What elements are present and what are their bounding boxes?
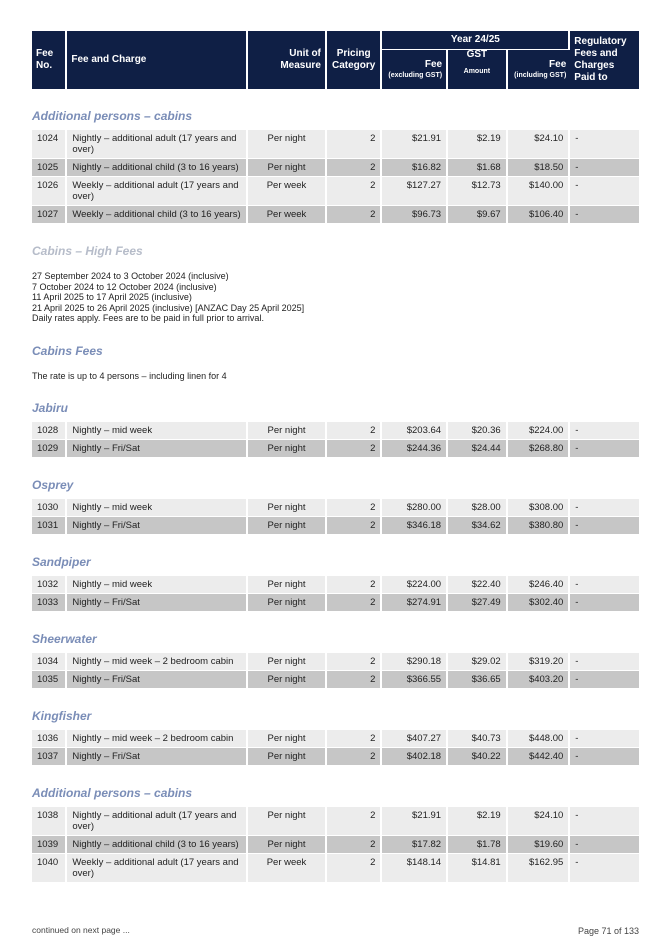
table-row [32, 177, 639, 206]
table-row [32, 594, 639, 612]
fee-excluding-gst-cell: $127.27 [382, 177, 448, 206]
header-gst-sub: Amount [463, 67, 491, 75]
regulatory-cell: - [570, 594, 639, 612]
table-row [32, 517, 639, 535]
section-note-row [32, 365, 639, 382]
fee-including-gst-cell: $24.10 [508, 130, 571, 159]
pricing-category-cell: 2 [327, 159, 383, 177]
pricing-category-cell: 2 [327, 594, 383, 612]
fee-description-cell: Nightly – additional child (3 to 16 years) [67, 159, 248, 177]
fee-number-cell: 1040 [32, 854, 67, 883]
table-row [32, 836, 639, 854]
fee-including-gst-cell: $442.40 [508, 748, 571, 766]
table-row [32, 807, 639, 836]
unit-of-measure-cell: Per week [248, 206, 327, 224]
pricing-category-cell: 2 [327, 177, 383, 206]
section-note-line: 21 April 2025 to 26 April 2025 (inclusive) [ANZAC Day 25 April 2025] [32, 303, 639, 314]
section-note-row [32, 292, 639, 303]
table-row [32, 206, 639, 224]
table-header [32, 31, 639, 89]
unit-of-measure-cell: Per night [248, 422, 327, 440]
unit-of-measure-cell: Per night [248, 499, 327, 517]
unit-of-measure-cell: Per night [248, 594, 327, 612]
fee-excluding-gst-cell: $16.82 [382, 159, 448, 177]
regulatory-cell: - [570, 130, 639, 159]
section-note-line: 11 April 2025 to 17 April 2025 (inclusive) [32, 292, 639, 303]
section-title: Cabins Fees [32, 324, 639, 365]
table-body [32, 89, 639, 883]
fee-including-gst-cell: $448.00 [508, 730, 571, 748]
fee-description-cell: Nightly – Fri/Sat [67, 748, 248, 766]
header-fee-ex-label: Fee [424, 58, 443, 70]
regulatory-cell: - [570, 159, 639, 177]
regulatory-cell: - [570, 206, 639, 224]
header-gst-label: GST [466, 48, 488, 60]
table-row [32, 159, 639, 177]
unit-of-measure-cell: Per night [248, 130, 327, 159]
pricing-category-cell: 2 [327, 206, 383, 224]
header-fee-inc-label: Fee [549, 58, 567, 70]
fees-table [32, 31, 639, 883]
section-heading-row [32, 89, 639, 130]
fee-number-cell: 1039 [32, 836, 67, 854]
table-row [32, 854, 639, 883]
section-note-row [32, 265, 639, 282]
fee-number-cell: 1035 [32, 671, 67, 689]
pricing-category-cell: 2 [327, 836, 383, 854]
fee-excluding-gst-cell: $148.14 [382, 854, 448, 883]
fee-number-cell: 1032 [32, 576, 67, 594]
fee-description-cell: Nightly – mid week [67, 499, 248, 517]
section-note-line: 27 September 2024 to 3 October 2024 (inclusive) [32, 265, 639, 282]
header-year: Year 24/25 [382, 31, 570, 50]
fee-description-cell: Nightly – Fri/Sat [67, 594, 248, 612]
section-title: Sandpiper [32, 535, 639, 576]
table-row [32, 440, 639, 458]
table-row [32, 730, 639, 748]
fee-number-cell: 1033 [32, 594, 67, 612]
continued-note: continued on next page ... [32, 925, 130, 935]
regulatory-cell: - [570, 854, 639, 883]
section-title: Additional persons – cabins [32, 766, 639, 807]
header-fee-excluding-gst [382, 50, 448, 89]
section-note-line: Daily rates apply. Fees are to be paid in full prior to arrival. [32, 313, 639, 324]
regulatory-cell: - [570, 177, 639, 206]
fee-number-cell: 1027 [32, 206, 67, 224]
section-heading-row [32, 612, 639, 653]
section-heading-row [32, 324, 639, 365]
header-gst-amount [448, 50, 508, 89]
section-heading-row [32, 766, 639, 807]
fee-number-cell: 1026 [32, 177, 67, 206]
regulatory-cell: - [570, 730, 639, 748]
fee-excluding-gst-cell: $17.82 [382, 836, 448, 854]
fee-number-cell: 1031 [32, 517, 67, 535]
pricing-category-cell: 2 [327, 854, 383, 883]
fee-number-cell: 1024 [32, 130, 67, 159]
gst-amount-cell: $36.65 [448, 671, 508, 689]
fee-including-gst-cell: $403.20 [508, 671, 571, 689]
fee-excluding-gst-cell: $366.55 [382, 671, 448, 689]
fee-description-cell: Nightly – Fri/Sat [67, 671, 248, 689]
section-title: Sheerwater [32, 612, 639, 653]
fee-excluding-gst-cell: $21.91 [382, 807, 448, 836]
section-title: Jabiru [32, 381, 639, 422]
gst-amount-cell: $2.19 [448, 807, 508, 836]
fee-description-cell: Nightly – Fri/Sat [67, 517, 248, 535]
header-fee-including-gst [508, 50, 571, 89]
section-heading-row [32, 381, 639, 422]
pricing-category-cell: 2 [327, 653, 383, 671]
unit-of-measure-cell: Per night [248, 517, 327, 535]
unit-of-measure-cell: Per night [248, 440, 327, 458]
table-row [32, 671, 639, 689]
section-title: Cabins – High Fees [32, 224, 639, 265]
gst-amount-cell: $14.81 [448, 854, 508, 883]
unit-of-measure-cell: Per night [248, 653, 327, 671]
unit-of-measure-cell: Per night [248, 576, 327, 594]
fee-number-cell: 1030 [32, 499, 67, 517]
fee-including-gst-cell: $302.40 [508, 594, 571, 612]
regulatory-cell: - [570, 653, 639, 671]
fee-description-cell: Weekly – additional adult (17 years and over) [67, 854, 248, 883]
pricing-category-cell: 2 [327, 130, 383, 159]
gst-amount-cell: $40.73 [448, 730, 508, 748]
fee-description-cell: Nightly – additional adult (17 years and over) [67, 130, 248, 159]
gst-amount-cell: $20.36 [448, 422, 508, 440]
pricing-category-cell: 2 [327, 576, 383, 594]
pricing-category-cell: 2 [327, 440, 383, 458]
gst-amount-cell: $2.19 [448, 130, 508, 159]
fee-description-cell: Nightly – additional adult (17 years and over) [67, 807, 248, 836]
fee-number-cell: 1034 [32, 653, 67, 671]
regulatory-cell: - [570, 807, 639, 836]
unit-of-measure-cell: Per week [248, 177, 327, 206]
pricing-category-cell: 2 [327, 730, 383, 748]
fee-including-gst-cell: $24.10 [508, 807, 571, 836]
fee-including-gst-cell: $106.40 [508, 206, 571, 224]
regulatory-cell: - [570, 671, 639, 689]
table-row [32, 130, 639, 159]
fee-description-cell: Weekly – additional child (3 to 16 years) [67, 206, 248, 224]
unit-of-measure-cell: Per night [248, 836, 327, 854]
fee-number-cell: 1038 [32, 807, 67, 836]
fee-number-cell: 1025 [32, 159, 67, 177]
table-row [32, 748, 639, 766]
fee-excluding-gst-cell: $402.18 [382, 748, 448, 766]
fee-including-gst-cell: $224.00 [508, 422, 571, 440]
fee-excluding-gst-cell: $21.91 [382, 130, 448, 159]
table-row [32, 422, 639, 440]
fee-number-cell: 1037 [32, 748, 67, 766]
fee-description-cell: Nightly – mid week – 2 bedroom cabin [67, 653, 248, 671]
section-note-line: 7 October 2024 to 12 October 2024 (inclusive) [32, 282, 639, 293]
page-number: Page 71 of 133 [577, 926, 639, 936]
unit-of-measure-cell: Per night [248, 671, 327, 689]
section-heading-row [32, 689, 639, 730]
pricing-category-cell: 2 [327, 748, 383, 766]
fee-number-cell: 1028 [32, 422, 67, 440]
gst-amount-cell: $1.68 [448, 159, 508, 177]
fee-excluding-gst-cell: $203.64 [382, 422, 448, 440]
fee-description-cell: Nightly – Fri/Sat [67, 440, 248, 458]
fee-number-cell: 1036 [32, 730, 67, 748]
section-title: Additional persons – cabins [32, 89, 639, 130]
gst-amount-cell: $29.02 [448, 653, 508, 671]
section-heading-row [32, 535, 639, 576]
header-fee-inc-sub: (including GST) [514, 71, 567, 79]
header-regulatory: Regulatory Fees and Charges Paid to [570, 31, 639, 89]
fee-including-gst-cell: $140.00 [508, 177, 571, 206]
gst-amount-cell: $12.73 [448, 177, 508, 206]
unit-of-measure-cell: Per night [248, 748, 327, 766]
fee-description-cell: Weekly – additional adult (17 years and over) [67, 177, 248, 206]
header-fee-ex-sub: (excluding GST) [388, 71, 443, 79]
section-note-row [32, 303, 639, 314]
fee-excluding-gst-cell: $280.00 [382, 499, 448, 517]
fee-including-gst-cell: $246.40 [508, 576, 571, 594]
fee-including-gst-cell: $268.80 [508, 440, 571, 458]
pricing-category-cell: 2 [327, 422, 383, 440]
fee-excluding-gst-cell: $244.36 [382, 440, 448, 458]
fee-description-cell: Nightly – mid week [67, 422, 248, 440]
pricing-category-cell: 2 [327, 671, 383, 689]
fee-number-cell: 1029 [32, 440, 67, 458]
section-note-row [32, 282, 639, 293]
fee-excluding-gst-cell: $224.00 [382, 576, 448, 594]
regulatory-cell: - [570, 499, 639, 517]
section-note-row [32, 313, 639, 324]
fee-including-gst-cell: $19.60 [508, 836, 571, 854]
unit-of-measure-cell: Per week [248, 854, 327, 883]
unit-of-measure-cell: Per night [248, 807, 327, 836]
gst-amount-cell: $9.67 [448, 206, 508, 224]
fee-description-cell: Nightly – additional child (3 to 16 years) [67, 836, 248, 854]
fee-description-cell: Nightly – mid week [67, 576, 248, 594]
regulatory-cell: - [570, 422, 639, 440]
regulatory-cell: - [570, 748, 639, 766]
regulatory-cell: - [570, 440, 639, 458]
fee-excluding-gst-cell: $346.18 [382, 517, 448, 535]
fee-including-gst-cell: $308.00 [508, 499, 571, 517]
table-row [32, 653, 639, 671]
fee-including-gst-cell: $319.20 [508, 653, 571, 671]
gst-amount-cell: $1.78 [448, 836, 508, 854]
fee-excluding-gst-cell: $407.27 [382, 730, 448, 748]
pricing-category-cell: 2 [327, 807, 383, 836]
fee-excluding-gst-cell: $290.18 [382, 653, 448, 671]
gst-amount-cell: $34.62 [448, 517, 508, 535]
unit-of-measure-cell: Per night [248, 159, 327, 177]
fee-including-gst-cell: $18.50 [508, 159, 571, 177]
table-row [32, 576, 639, 594]
regulatory-cell: - [570, 836, 639, 854]
pricing-category-cell: 2 [327, 517, 383, 535]
section-title: Osprey [32, 458, 639, 499]
fee-including-gst-cell: $162.95 [508, 854, 571, 883]
fee-excluding-gst-cell: $96.73 [382, 206, 448, 224]
unit-of-measure-cell: Per night [248, 730, 327, 748]
regulatory-cell: - [570, 576, 639, 594]
gst-amount-cell: $24.44 [448, 440, 508, 458]
gst-amount-cell: $22.40 [448, 576, 508, 594]
header-fee-no: Fee No. [32, 31, 67, 89]
section-note-line: The rate is up to 4 persons – including linen for 4 [32, 365, 639, 382]
pricing-category-cell: 2 [327, 499, 383, 517]
fee-description-cell: Nightly – mid week – 2 bedroom cabin [67, 730, 248, 748]
gst-amount-cell: $27.49 [448, 594, 508, 612]
section-heading-row [32, 224, 639, 265]
header-fee-and-charge: Fee and Charge [67, 31, 248, 89]
section-heading-row [32, 458, 639, 499]
section-title: Kingfisher [32, 689, 639, 730]
fee-including-gst-cell: $380.80 [508, 517, 571, 535]
regulatory-cell: - [570, 517, 639, 535]
gst-amount-cell: $40.22 [448, 748, 508, 766]
fee-excluding-gst-cell: $274.91 [382, 594, 448, 612]
header-pricing-category: Pricing Category [327, 31, 383, 89]
header-unit-of-measure: Unit of Measure [248, 31, 327, 89]
fee-schedule-page [32, 31, 639, 883]
table-row [32, 499, 639, 517]
gst-amount-cell: $28.00 [448, 499, 508, 517]
